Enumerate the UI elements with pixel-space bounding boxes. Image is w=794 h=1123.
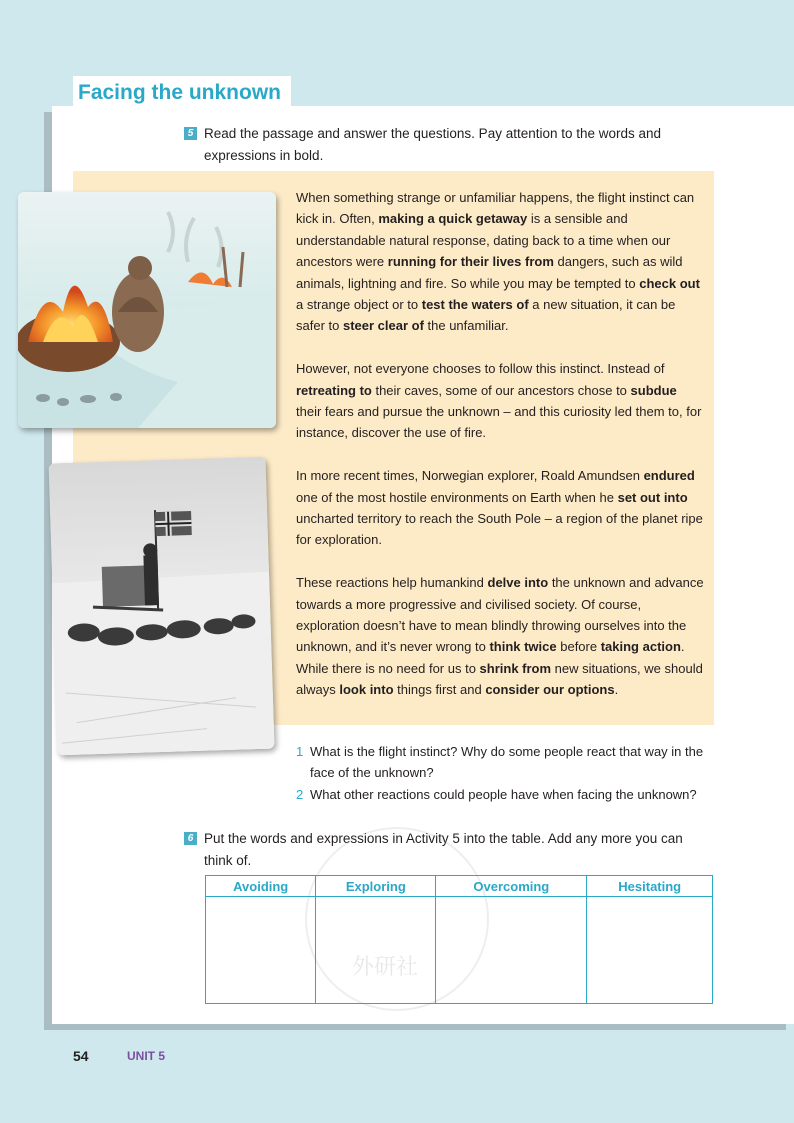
passage-text: is a sensible and understandable natural response, dating back to a time when our ancestors were xyxy=(296,211,671,270)
reading-passage xyxy=(296,187,704,722)
bold-expression: steer clear of xyxy=(342,318,424,334)
question-1-number: 1 xyxy=(296,744,304,759)
passage-text: uncharted territory to reach the South Pole – a region of the planet ripe for exploration. xyxy=(296,511,703,548)
bold-expression: check out xyxy=(639,275,700,291)
activity-5-line1: Read the passage and answer the questions. Pay attention to the words and xyxy=(204,126,662,141)
passage-text: the unknown and advance towards a more progressive and civilised society. Of course, exploration doesn’t have to mean blindly throwing ourselves into the unknown, and it’s never wrong to xyxy=(296,575,704,655)
passage-text: new situations, we should always xyxy=(296,660,703,698)
vocabulary-table xyxy=(205,875,713,1004)
passage-text: In more recent times, Norwegian explorer, Roald Amundsen xyxy=(296,468,644,484)
passage-text: things first and xyxy=(393,682,486,698)
bold-expression: delve into xyxy=(487,575,549,591)
publisher-watermark-text: 外研社 xyxy=(352,955,419,980)
question-2 xyxy=(296,784,716,805)
bold-expression: retreating to xyxy=(296,382,372,398)
bold-expression: think twice xyxy=(489,639,557,655)
page-title: Facing the unknown xyxy=(78,81,281,104)
bold-expression: consider our options xyxy=(485,682,615,698)
activity-5-badge: 5 xyxy=(184,127,197,140)
activity-5-line2: expressions in bold. xyxy=(204,148,324,163)
question-2-text: What other reactions could people have when facing the unknown? xyxy=(310,786,697,802)
bold-expression: look into xyxy=(339,682,394,698)
bold-expression: subdue xyxy=(630,382,677,398)
passage-text: . xyxy=(614,682,619,698)
table-header-overcoming: Overcoming xyxy=(436,876,587,897)
passage-paragraph-4 xyxy=(296,572,704,700)
bold-expression: set out into xyxy=(617,489,688,505)
passage-text: . While there is no need for us to xyxy=(296,639,685,676)
south-pole-photo xyxy=(48,457,274,756)
bold-expression: endured xyxy=(643,468,695,484)
passage-paragraph-3 xyxy=(296,465,704,551)
fire-illustration-svg xyxy=(18,192,276,428)
activity-6-badge: 6 xyxy=(184,832,197,845)
question-2-number: 2 xyxy=(296,786,304,802)
passage-text: When something strange or unfamiliar happens, the flight instinct can kick in. Often, xyxy=(296,190,695,227)
bold-expression: shrink from xyxy=(479,660,552,676)
table-cell-exploring[interactable] xyxy=(316,897,436,1004)
page-number: 54 xyxy=(73,1048,89,1064)
passage-text: before xyxy=(556,639,601,655)
south-pole-photo-svg xyxy=(48,457,274,756)
bold-expression: running for their lives from xyxy=(387,254,554,270)
passage-text: the unfamiliar. xyxy=(423,318,509,334)
activity-5-instruction xyxy=(187,123,704,167)
passage-text: one of the most hostile environments on Earth when he xyxy=(296,489,618,505)
question-1 xyxy=(296,741,716,784)
activity-6-line1: Put the words and expressions in Activity 5 into the table. Add any more you can xyxy=(204,831,683,846)
unit-label: UNIT 5 xyxy=(127,1049,166,1063)
passage-text: However, not everyone chooses to follow this instinct. Instead of xyxy=(296,361,665,377)
bold-expression: making a quick getaway xyxy=(378,211,528,227)
bold-expression: test the waters of xyxy=(421,297,529,313)
bold-expression: taking action xyxy=(600,639,681,655)
passage-text: These reactions help humankind xyxy=(296,575,488,591)
passage-text: their caves, some of our ancestors chose to xyxy=(371,382,631,398)
passage-paragraph-2 xyxy=(296,358,704,444)
comprehension-questions xyxy=(296,741,716,805)
table-header-hesitating: Hesitating xyxy=(587,876,713,897)
table-cell-avoiding[interactable] xyxy=(206,897,316,1004)
table-header-exploring: Exploring xyxy=(316,876,436,897)
table-cell-overcoming[interactable] xyxy=(436,897,587,1004)
activity-6-line2: think of. xyxy=(204,853,252,868)
passage-text: a strange object or to xyxy=(296,297,422,313)
passage-text: their fears and pursue the unknown – and this curiosity led them to, for instance, discover the use of fire. xyxy=(296,404,702,441)
question-1-text: What is the flight instinct? Why do some people react that way in the face of the unknown? xyxy=(310,744,704,781)
table-cell-hesitating[interactable] xyxy=(587,897,713,1004)
passage-text: a new situation, it can be safer to xyxy=(296,297,676,334)
table-header-avoiding: Avoiding xyxy=(206,876,316,897)
passage-paragraph-1 xyxy=(296,187,704,337)
passage-text: dangers, such as wild animals, lightning and fire. So while you may be tempted to xyxy=(296,254,683,291)
fire-illustration xyxy=(18,192,276,428)
